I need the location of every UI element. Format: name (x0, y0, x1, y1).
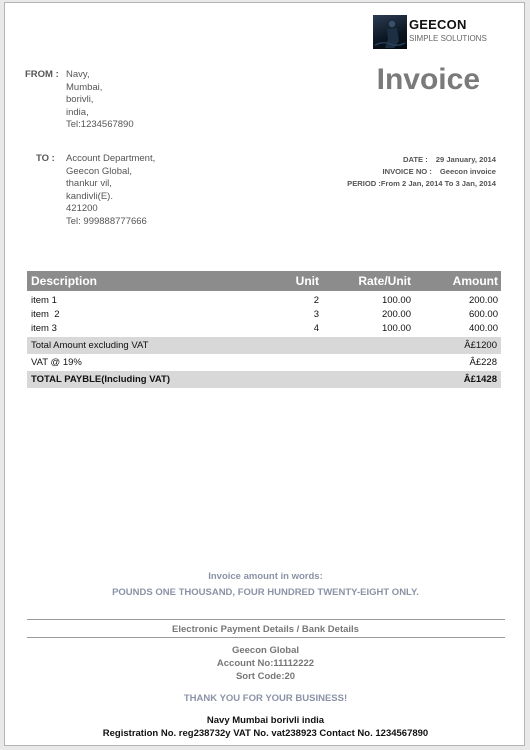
from-line: Navy, (66, 69, 90, 80)
to-label: TO : (36, 153, 55, 164)
company-tagline: SIMPLE SOLUTIONS (409, 34, 487, 43)
vat-value: Â£228 (469, 357, 497, 368)
row-description: item 1 (31, 295, 57, 306)
date-label: DATE : (403, 155, 428, 164)
to-line: Account Department, (66, 153, 156, 164)
footer-registration: Registration No. reg238732y VAT No. vat238923 Contact No. 1234567890 (102, 728, 429, 739)
from-line: Mumbai, (66, 81, 103, 93)
invoice-number: Geecon invoice (439, 167, 496, 176)
thank-you-note: THANK YOU FOR YOUR BUSINESS! (183, 693, 348, 704)
items-table (27, 271, 501, 388)
to-line: thankur vil, (66, 178, 112, 190)
to-line: Tel: 999888777666 (66, 215, 147, 227)
row-amount: 400.00 (468, 323, 498, 334)
invoice-date: 29 January, 2014 (435, 155, 496, 164)
bank-account-number: Account No:11112222 (216, 658, 315, 669)
row-unit: 4 (313, 323, 319, 334)
amount-in-words-value: POUNDS ONE THOUSAND, FOUR HUNDRED TWENTY-EIGHT ONLY. (112, 587, 419, 598)
divider (27, 637, 505, 638)
amount-in-words-label: Invoice amount in words: (208, 571, 323, 582)
row-unit: 2 (313, 295, 319, 306)
company-name: GEECON (409, 17, 467, 32)
row-amount: 600.00 (468, 309, 498, 320)
header-amount: Amount (452, 274, 498, 288)
total-incl-vat-row (27, 371, 501, 388)
row-rate: 100.00 (381, 323, 411, 334)
from-line: borivli, (66, 94, 94, 106)
invoice-no-label: INVOICE NO : (382, 167, 432, 176)
invoice-meta (347, 154, 496, 190)
row-rate: 100.00 (381, 295, 411, 306)
row-description: item 3 (31, 323, 57, 334)
total-excl-vat-label: Total Amount excluding VAT (31, 340, 149, 351)
from-line: india, (66, 106, 89, 118)
row-description: item 2 (31, 309, 60, 320)
document-title: Invoice (376, 63, 480, 96)
bank-details-title: Electronic Payment Details / Bank Details (172, 624, 359, 635)
footer-address: Navy Mumbai borivli india (206, 715, 325, 726)
total-incl-vat-value: Â£1428 (463, 374, 497, 385)
period-label: PERIOD : (347, 179, 381, 188)
to-line: kandivli(E). (66, 190, 113, 202)
total-excl-vat-row (27, 337, 501, 354)
to-line: 421200 (66, 203, 98, 215)
header-unit: Unit (295, 274, 319, 288)
from-address (66, 69, 134, 132)
table-row (27, 307, 501, 321)
table-header (27, 271, 501, 291)
table-row (27, 293, 501, 307)
to-line: Geecon Global, (66, 165, 133, 177)
total-incl-vat-label: TOTAL PAYBLE(Including VAT) (31, 374, 170, 385)
footer (5, 714, 525, 740)
vat-row (27, 354, 501, 371)
from-label: FROM : (25, 69, 59, 80)
bank-account-name: Geecon Global (231, 645, 300, 656)
invoice-page (4, 2, 525, 746)
bank-sort-code: Sort Code:20 (235, 671, 296, 682)
total-excl-vat-value: Â£1200 (464, 340, 497, 351)
header-description: Description (31, 274, 98, 288)
row-amount: 200.00 (468, 295, 498, 306)
row-rate: 200.00 (381, 309, 411, 320)
logo-image (373, 15, 407, 49)
invoice-period: From 2 Jan, 2014 To 3 Jan, 2014 (380, 179, 496, 188)
table-row (27, 321, 501, 335)
from-line: Tel:1234567890 (66, 119, 134, 131)
row-unit: 3 (313, 309, 319, 320)
divider (27, 619, 505, 620)
to-address (66, 153, 155, 229)
bank-details (5, 644, 525, 683)
vat-label: VAT @ 19% (31, 357, 82, 368)
company-logo (373, 15, 503, 49)
header-rate: Rate/Unit (358, 274, 411, 288)
